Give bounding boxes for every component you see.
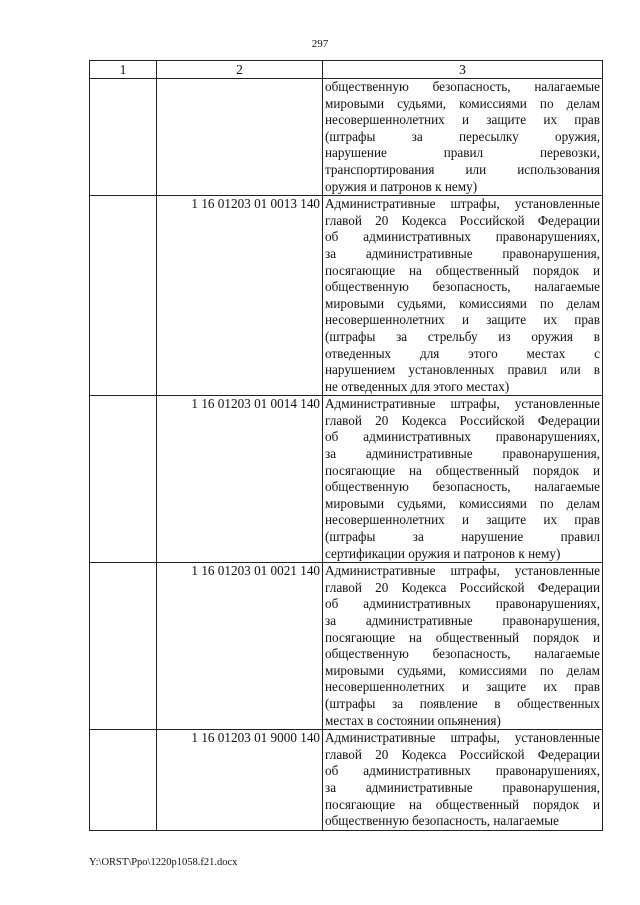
- description-line: общественную безопасность, налагаемые: [325, 646, 600, 662]
- description-line: за административные правонарушения,: [325, 446, 600, 462]
- description-line: нарушением установленных правил или в: [325, 362, 600, 378]
- description-line: об административных правонарушениях,: [325, 596, 600, 612]
- table-row: [90, 396, 603, 563]
- description-line: несовершеннолетних и защите их прав: [325, 112, 600, 128]
- cell-budget-code: [157, 79, 323, 196]
- description-line: мировыми судьями, комиссиями по делам: [325, 662, 600, 678]
- description-line: Административные штрафы, установленные: [325, 196, 600, 212]
- cell-budget-code: 1 16 01203 01 9000 140: [157, 730, 323, 831]
- footer-file-path: Y:\ORST\Ppo\1220p1058.f21.docx: [89, 857, 238, 868]
- description-line: не отведенных для этого местах): [325, 378, 510, 394]
- cell-col-1: [90, 196, 157, 396]
- description-line: за административные правонарушения,: [325, 245, 600, 261]
- header-col-3: 3: [323, 61, 603, 79]
- cell-col-1: [90, 79, 157, 196]
- table-body: [90, 61, 603, 831]
- header-col-1: 1: [90, 61, 157, 79]
- description-line: посягающие на общественный порядок и: [325, 796, 600, 812]
- description-line: оружия и патронов к нему): [325, 178, 478, 194]
- description-line: Административные штрафы, установленные: [325, 396, 600, 412]
- description-line: посягающие на общественный порядок и: [325, 629, 600, 645]
- cell-description: [323, 563, 603, 730]
- cell-description: [323, 196, 603, 396]
- description-line: об административных правонарушениях,: [325, 763, 600, 779]
- description-line: Административные штрафы, установленные: [325, 563, 600, 579]
- description-line: местах в состоянии опьянения): [325, 712, 501, 728]
- description-line: Административные штрафы, установленные: [325, 730, 600, 746]
- table-row: [90, 730, 603, 831]
- description-line: (штрафы за появление в общественных: [325, 695, 600, 711]
- description-line: несовершеннолетних и защите их прав: [325, 512, 600, 528]
- description-line: общественную безопасность, налагаемые: [325, 479, 600, 495]
- page-number: 297: [311, 38, 329, 50]
- cell-description: [323, 396, 603, 563]
- description-line: общественную безопасность, налагаемые: [325, 279, 600, 295]
- cell-description: [323, 79, 603, 196]
- description-line: об административных правонарушениях,: [325, 229, 600, 245]
- description-line: общественную безопасность, налагаемые: [325, 79, 600, 94]
- description-line: (штрафы за нарушение правил: [325, 529, 600, 545]
- table-header-row: [90, 61, 603, 79]
- cell-description: [323, 730, 603, 831]
- description-line: сертификации оружия и патронов к нему): [325, 545, 561, 561]
- description-line: посягающие на общественный порядок и: [325, 262, 600, 278]
- cell-budget-code: 1 16 01203 01 0021 140: [157, 563, 323, 730]
- description-line: главой 20 Кодекса Российской Федерации: [325, 212, 600, 228]
- description-line: об административных правонарушениях,: [325, 429, 600, 445]
- description-line: главой 20 Кодекса Российской Федерации: [325, 579, 600, 595]
- description-line: посягающие на общественный порядок и: [325, 462, 600, 478]
- description-line: нарушение правил перевозки,: [325, 145, 600, 161]
- table-row: [90, 79, 603, 196]
- header-col-2: 2: [157, 61, 323, 79]
- description-line: за административные правонарушения,: [325, 613, 600, 628]
- cell-col-1: [90, 563, 157, 730]
- table-row: [90, 196, 603, 396]
- description-line: за административные правонарушения,: [325, 779, 600, 795]
- description-line: главой 20 Кодекса Российской Федерации: [325, 746, 600, 762]
- cell-col-1: [90, 730, 157, 831]
- description-line: (штрафы за пересылку оружия,: [325, 128, 600, 144]
- description-line: транспортирования или использования: [325, 161, 600, 177]
- description-line: несовершеннолетних и защите их прав: [325, 312, 600, 328]
- table-row: [90, 563, 603, 730]
- description-line: главой 20 Кодекса Российской Федерации: [325, 412, 600, 428]
- description-line: общественную безопасность, налагаемые: [325, 813, 559, 829]
- description-line: отведенных для этого местах с: [325, 345, 600, 361]
- cell-budget-code: 1 16 01203 01 0013 140: [157, 196, 323, 396]
- description-line: мировыми судьями, комиссиями по делам: [325, 495, 600, 511]
- cell-col-1: [90, 396, 157, 563]
- cell-budget-code: 1 16 01203 01 0014 140: [157, 396, 323, 563]
- description-line: (штрафы за стрельбу из оружия в: [325, 328, 600, 344]
- budget-code-table: [89, 60, 603, 831]
- description-line: мировыми судьями, комиссиями по делам: [325, 295, 600, 311]
- description-line: несовершеннолетних и защите их прав: [325, 679, 600, 695]
- description-line: мировыми судьями, комиссиями по делам: [325, 95, 600, 111]
